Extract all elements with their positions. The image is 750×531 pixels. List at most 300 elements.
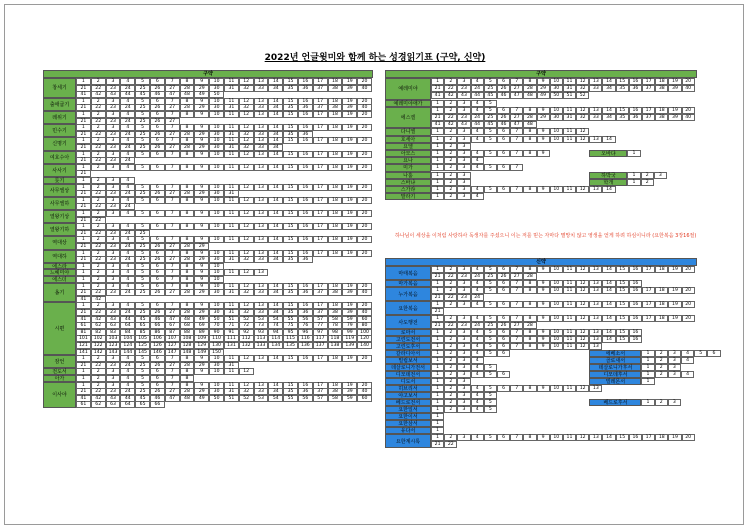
chapter-checkbox[interactable]: 15 [283, 137, 298, 144]
chapter-checkbox[interactable]: 5 [135, 164, 150, 171]
chapter-checkbox[interactable]: 5 [484, 186, 497, 193]
chapter-checkbox[interactable]: 61 [76, 401, 91, 408]
chapter-checkbox[interactable]: 18 [328, 223, 343, 230]
chapter-checkbox[interactable]: 52 [239, 316, 254, 323]
chapter-checkbox[interactable]: 6 [150, 355, 165, 362]
chapter-checkbox[interactable]: 17 [642, 301, 655, 308]
chapter-checkbox[interactable]: 7 [510, 186, 523, 193]
chapter-checkbox[interactable]: 5 [484, 406, 497, 413]
chapter-checkbox[interactable]: 1 [76, 111, 91, 118]
chapter-checkbox[interactable]: 19 [668, 434, 681, 441]
chapter-checkbox[interactable]: 70 [209, 322, 224, 329]
chapter-checkbox[interactable]: 3 [106, 184, 121, 191]
chapter-checkbox[interactable]: 19 [668, 266, 681, 273]
chapter-checkbox[interactable]: 137 [313, 342, 328, 349]
chapter-checkbox[interactable]: 47 [165, 395, 180, 402]
chapter-checkbox[interactable]: 2 [91, 375, 106, 382]
chapter-checkbox[interactable]: 1 [431, 143, 444, 150]
chapter-checkbox[interactable]: 27 [165, 118, 180, 125]
chapter-checkbox[interactable]: 26 [150, 85, 165, 92]
chapter-checkbox[interactable]: 29 [537, 85, 550, 92]
chapter-checkbox[interactable]: 35 [616, 85, 629, 92]
chapter-checkbox[interactable]: 1 [627, 150, 640, 157]
chapter-checkbox[interactable]: 25 [484, 273, 497, 280]
chapter-checkbox[interactable]: 2 [91, 223, 106, 230]
chapter-checkbox[interactable]: 4 [120, 164, 135, 171]
chapter-checkbox[interactable]: 1 [431, 179, 444, 186]
chapter-checkbox[interactable]: 12 [576, 136, 589, 143]
chapter-checkbox[interactable]: 21 [431, 114, 444, 121]
chapter-checkbox[interactable]: 3 [457, 193, 470, 200]
chapter-checkbox[interactable]: 45 [135, 91, 150, 98]
chapter-checkbox[interactable]: 11 [563, 128, 576, 135]
chapter-checkbox[interactable]: 45 [135, 316, 150, 323]
chapter-checkbox[interactable]: 12 [239, 250, 254, 257]
chapter-checkbox[interactable]: 41 [76, 316, 91, 323]
chapter-checkbox[interactable]: 3 [457, 315, 470, 322]
chapter-checkbox[interactable]: 146 [150, 349, 165, 356]
chapter-checkbox[interactable]: 3 [106, 98, 121, 105]
chapter-checkbox[interactable]: 14 [268, 98, 283, 105]
chapter-checkbox[interactable]: 42 [91, 395, 106, 402]
chapter-checkbox[interactable]: 44 [120, 316, 135, 323]
chapter-checkbox[interactable]: 3 [457, 150, 470, 157]
chapter-checkbox[interactable]: 36 [298, 309, 313, 316]
chapter-checkbox[interactable]: 12 [576, 329, 589, 336]
chapter-checkbox[interactable]: 4 [471, 78, 484, 85]
chapter-checkbox[interactable]: 15 [616, 336, 629, 343]
chapter-checkbox[interactable]: 14 [268, 184, 283, 191]
chapter-checkbox[interactable]: 48 [523, 121, 536, 128]
chapter-checkbox[interactable]: 12 [576, 78, 589, 85]
chapter-checkbox[interactable]: 43 [106, 316, 121, 323]
chapter-checkbox[interactable]: 7 [510, 329, 523, 336]
chapter-checkbox[interactable]: 17 [642, 266, 655, 273]
chapter-checkbox[interactable]: 32 [239, 388, 254, 395]
chapter-checkbox[interactable]: 1 [76, 302, 91, 309]
chapter-checkbox[interactable]: 2 [91, 269, 106, 276]
chapter-checkbox[interactable]: 24 [471, 322, 484, 329]
chapter-checkbox[interactable]: 4 [471, 136, 484, 143]
chapter-checkbox[interactable]: 11 [563, 78, 576, 85]
chapter-checkbox[interactable]: 19 [342, 223, 357, 230]
chapter-checkbox[interactable]: 28 [523, 114, 536, 121]
chapter-checkbox[interactable]: 2 [91, 111, 106, 118]
chapter-checkbox[interactable]: 2 [444, 287, 457, 294]
chapter-checkbox[interactable]: 9 [537, 315, 550, 322]
chapter-checkbox[interactable]: 25 [135, 362, 150, 369]
chapter-checkbox[interactable]: 42 [444, 92, 457, 99]
chapter-checkbox[interactable]: 7 [165, 137, 180, 144]
chapter-checkbox[interactable]: 25 [135, 256, 150, 263]
chapter-checkbox[interactable]: 68 [180, 322, 195, 329]
chapter-checkbox[interactable]: 49 [194, 316, 209, 323]
chapter-checkbox[interactable]: 5 [135, 283, 150, 290]
chapter-checkbox[interactable]: 23 [106, 289, 121, 296]
chapter-checkbox[interactable]: 2 [444, 172, 457, 179]
chapter-checkbox[interactable]: 15 [283, 124, 298, 131]
chapter-checkbox[interactable]: 36 [298, 85, 313, 92]
chapter-checkbox[interactable]: 11 [224, 197, 239, 204]
chapter-checkbox[interactable]: 13 [254, 382, 269, 389]
chapter-checkbox[interactable]: 16 [629, 336, 642, 343]
chapter-checkbox[interactable]: 30 [209, 144, 224, 151]
chapter-checkbox[interactable]: 30 [550, 114, 563, 121]
chapter-checkbox[interactable]: 2 [444, 434, 457, 441]
chapter-checkbox[interactable]: 76 [298, 322, 313, 329]
chapter-checkbox[interactable]: 20 [357, 382, 372, 389]
chapter-checkbox[interactable]: 50 [209, 395, 224, 402]
chapter-checkbox[interactable]: 6 [150, 151, 165, 158]
chapter-checkbox[interactable]: 17 [313, 355, 328, 362]
chapter-checkbox[interactable]: 7 [510, 266, 523, 273]
chapter-checkbox[interactable]: 104 [120, 335, 135, 342]
chapter-checkbox[interactable]: 7 [510, 343, 523, 350]
chapter-checkbox[interactable]: 10 [550, 186, 563, 193]
chapter-checkbox[interactable]: 24 [120, 243, 135, 250]
chapter-checkbox[interactable]: 5 [484, 392, 497, 399]
chapter-checkbox[interactable]: 17 [313, 302, 328, 309]
chapter-checkbox[interactable]: 6 [497, 385, 510, 392]
chapter-checkbox[interactable]: 45 [484, 92, 497, 99]
chapter-checkbox[interactable]: 126 [150, 342, 165, 349]
chapter-checkbox[interactable]: 11 [224, 164, 239, 171]
chapter-checkbox[interactable]: 22 [91, 144, 106, 151]
chapter-checkbox[interactable]: 10 [550, 266, 563, 273]
chapter-checkbox[interactable]: 7 [165, 283, 180, 290]
chapter-checkbox[interactable]: 7 [165, 98, 180, 105]
chapter-checkbox[interactable]: 3 [106, 111, 121, 118]
chapter-checkbox[interactable]: 1 [76, 98, 91, 105]
chapter-checkbox[interactable]: 1 [431, 136, 444, 143]
chapter-checkbox[interactable]: 18 [655, 107, 668, 114]
chapter-checkbox[interactable]: 5 [484, 301, 497, 308]
chapter-checkbox[interactable]: 13 [254, 223, 269, 230]
chapter-checkbox[interactable]: 37 [313, 309, 328, 316]
chapter-checkbox[interactable]: 23 [457, 85, 470, 92]
chapter-checkbox[interactable]: 7 [510, 315, 523, 322]
chapter-checkbox[interactable]: 9 [194, 111, 209, 118]
chapter-checkbox[interactable]: 4 [120, 184, 135, 191]
chapter-checkbox[interactable]: 34 [268, 144, 283, 151]
chapter-checkbox[interactable]: 39 [342, 104, 357, 111]
chapter-checkbox[interactable]: 32 [576, 85, 589, 92]
chapter-checkbox[interactable]: 1 [627, 179, 640, 186]
chapter-checkbox[interactable]: 13 [589, 136, 602, 143]
chapter-checkbox[interactable]: 25 [135, 243, 150, 250]
chapter-checkbox[interactable]: 10 [550, 78, 563, 85]
chapter-checkbox[interactable]: 28 [180, 289, 195, 296]
chapter-checkbox[interactable]: 101 [76, 335, 91, 342]
chapter-checkbox[interactable]: 6 [150, 368, 165, 375]
chapter-checkbox[interactable]: 36 [298, 256, 313, 263]
chapter-checkbox[interactable]: 5 [484, 343, 497, 350]
chapter-checkbox[interactable]: 17 [642, 107, 655, 114]
chapter-checkbox[interactable]: 20 [682, 315, 695, 322]
chapter-checkbox[interactable]: 20 [357, 78, 372, 85]
chapter-checkbox[interactable]: 13 [589, 434, 602, 441]
chapter-checkbox[interactable]: 6 [150, 269, 165, 276]
chapter-checkbox[interactable]: 18 [655, 434, 668, 441]
chapter-checkbox[interactable]: 7 [165, 223, 180, 230]
chapter-checkbox[interactable]: 8 [180, 151, 195, 158]
chapter-checkbox[interactable]: 23 [106, 203, 121, 210]
chapter-checkbox[interactable]: 6 [150, 250, 165, 257]
chapter-checkbox[interactable]: 16 [629, 266, 642, 273]
chapter-checkbox[interactable]: 7 [510, 136, 523, 143]
chapter-checkbox[interactable]: 4 [120, 197, 135, 204]
chapter-checkbox[interactable]: 43 [106, 395, 121, 402]
chapter-checkbox[interactable]: 5 [135, 210, 150, 217]
chapter-checkbox[interactable]: 1 [76, 137, 91, 144]
chapter-checkbox[interactable]: 22 [91, 362, 106, 369]
chapter-checkbox[interactable]: 4 [471, 107, 484, 114]
chapter-checkbox[interactable]: 6 [707, 350, 720, 357]
chapter-checkbox[interactable]: 9 [194, 250, 209, 257]
chapter-checkbox[interactable]: 91 [224, 329, 239, 336]
chapter-checkbox[interactable]: 29 [194, 144, 209, 151]
chapter-checkbox[interactable]: 9 [194, 197, 209, 204]
chapter-checkbox[interactable]: 7 [165, 250, 180, 257]
chapter-checkbox[interactable]: 58 [328, 316, 343, 323]
chapter-checkbox[interactable]: 115 [283, 335, 298, 342]
chapter-checkbox[interactable]: 3 [457, 301, 470, 308]
chapter-checkbox[interactable]: 129 [194, 342, 209, 349]
chapter-checkbox[interactable]: 25 [135, 104, 150, 111]
chapter-checkbox[interactable]: 26 [497, 322, 510, 329]
chapter-checkbox[interactable]: 3 [457, 186, 470, 193]
chapter-checkbox[interactable]: 24 [120, 388, 135, 395]
chapter-checkbox[interactable]: 2 [91, 197, 106, 204]
chapter-checkbox[interactable]: 8 [523, 329, 536, 336]
chapter-checkbox[interactable]: 27 [510, 273, 523, 280]
chapter-checkbox[interactable]: 124 [120, 342, 135, 349]
chapter-checkbox[interactable]: 25 [135, 309, 150, 316]
chapter-checkbox[interactable]: 4 [471, 301, 484, 308]
chapter-checkbox[interactable]: 10 [209, 263, 224, 270]
chapter-checkbox[interactable]: 1 [76, 184, 91, 191]
chapter-checkbox[interactable]: 2 [91, 78, 106, 85]
chapter-checkbox[interactable]: 11 [224, 98, 239, 105]
chapter-checkbox[interactable]: 9 [537, 136, 550, 143]
chapter-checkbox[interactable]: 42 [444, 121, 457, 128]
chapter-checkbox[interactable]: 13 [589, 301, 602, 308]
chapter-checkbox[interactable]: 22 [91, 243, 106, 250]
chapter-checkbox[interactable]: 4 [471, 287, 484, 294]
chapter-checkbox[interactable]: 122 [91, 342, 106, 349]
chapter-checkbox[interactable]: 14 [602, 434, 615, 441]
chapter-checkbox[interactable]: 6 [497, 136, 510, 143]
chapter-checkbox[interactable]: 26 [150, 289, 165, 296]
chapter-checkbox[interactable]: 9 [194, 283, 209, 290]
chapter-checkbox[interactable]: 23 [106, 309, 121, 316]
chapter-checkbox[interactable]: 8 [523, 385, 536, 392]
chapter-checkbox[interactable]: 26 [150, 309, 165, 316]
chapter-checkbox[interactable]: 15 [616, 280, 629, 287]
chapter-checkbox[interactable]: 12 [239, 283, 254, 290]
chapter-checkbox[interactable]: 16 [298, 382, 313, 389]
chapter-checkbox[interactable]: 3 [457, 172, 470, 179]
chapter-checkbox[interactable]: 7 [165, 269, 180, 276]
chapter-checkbox[interactable]: 6 [150, 98, 165, 105]
chapter-checkbox[interactable]: 3 [457, 136, 470, 143]
chapter-checkbox[interactable]: 7 [510, 128, 523, 135]
chapter-checkbox[interactable]: 9 [537, 336, 550, 343]
chapter-checkbox[interactable]: 4 [120, 382, 135, 389]
chapter-checkbox[interactable]: 26 [497, 85, 510, 92]
chapter-checkbox[interactable]: 26 [150, 243, 165, 250]
chapter-checkbox[interactable]: 8 [523, 301, 536, 308]
chapter-checkbox[interactable]: 36 [629, 85, 642, 92]
chapter-checkbox[interactable]: 5 [135, 184, 150, 191]
chapter-checkbox[interactable]: 143 [106, 349, 121, 356]
chapter-checkbox[interactable]: 1 [431, 350, 444, 357]
chapter-checkbox[interactable]: 4 [120, 302, 135, 309]
chapter-checkbox[interactable]: 23 [106, 85, 121, 92]
chapter-checkbox[interactable]: 147 [165, 349, 180, 356]
chapter-checkbox[interactable]: 2 [444, 150, 457, 157]
chapter-checkbox[interactable]: 14 [268, 78, 283, 85]
chapter-checkbox[interactable]: 46 [497, 121, 510, 128]
chapter-checkbox[interactable]: 5 [484, 329, 497, 336]
chapter-checkbox[interactable]: 20 [682, 287, 695, 294]
chapter-checkbox[interactable]: 10 [550, 301, 563, 308]
chapter-checkbox[interactable]: 28 [523, 322, 536, 329]
chapter-checkbox[interactable]: 47 [165, 91, 180, 98]
chapter-checkbox[interactable]: 10 [209, 111, 224, 118]
chapter-checkbox[interactable]: 38 [328, 309, 343, 316]
chapter-checkbox[interactable]: 10 [550, 336, 563, 343]
chapter-checkbox[interactable]: 2 [444, 179, 457, 186]
chapter-checkbox[interactable]: 7 [165, 368, 180, 375]
chapter-checkbox[interactable]: 3 [106, 375, 121, 382]
chapter-checkbox[interactable]: 33 [254, 104, 269, 111]
chapter-checkbox[interactable]: 75 [283, 322, 298, 329]
chapter-checkbox[interactable]: 17 [313, 197, 328, 204]
chapter-checkbox[interactable]: 28 [523, 85, 536, 92]
chapter-checkbox[interactable]: 20 [357, 236, 372, 243]
chapter-checkbox[interactable]: 3 [457, 329, 470, 336]
chapter-checkbox[interactable]: 20 [357, 137, 372, 144]
chapter-checkbox[interactable]: 1 [431, 392, 444, 399]
chapter-checkbox[interactable]: 24 [471, 273, 484, 280]
chapter-checkbox[interactable]: 7 [165, 151, 180, 158]
chapter-checkbox[interactable]: 35 [283, 388, 298, 395]
chapter-checkbox[interactable]: 18 [328, 78, 343, 85]
chapter-checkbox[interactable]: 6 [497, 78, 510, 85]
chapter-checkbox[interactable]: 10 [550, 128, 563, 135]
chapter-checkbox[interactable]: 1 [431, 107, 444, 114]
chapter-checkbox[interactable]: 1 [431, 434, 444, 441]
chapter-checkbox[interactable]: 31 [224, 131, 239, 138]
chapter-checkbox[interactable]: 17 [313, 283, 328, 290]
chapter-checkbox[interactable]: 27 [165, 144, 180, 151]
chapter-checkbox[interactable]: 1 [641, 364, 654, 371]
chapter-checkbox[interactable]: 12 [576, 343, 589, 350]
chapter-checkbox[interactable]: 40 [357, 388, 372, 395]
chapter-checkbox[interactable]: 22 [444, 322, 457, 329]
chapter-checkbox[interactable]: 4 [471, 357, 484, 364]
chapter-checkbox[interactable]: 8 [180, 250, 195, 257]
chapter-checkbox[interactable]: 3 [457, 434, 470, 441]
chapter-checkbox[interactable]: 15 [283, 302, 298, 309]
chapter-checkbox[interactable]: 29 [194, 85, 209, 92]
chapter-checkbox[interactable]: 8 [180, 375, 195, 382]
chapter-checkbox[interactable]: 27 [165, 243, 180, 250]
chapter-checkbox[interactable]: 118 [328, 335, 343, 342]
chapter-checkbox[interactable]: 109 [194, 335, 209, 342]
chapter-checkbox[interactable]: 6 [497, 280, 510, 287]
chapter-checkbox[interactable]: 10 [209, 236, 224, 243]
chapter-checkbox[interactable]: 16 [298, 250, 313, 257]
chapter-checkbox[interactable]: 2 [655, 364, 668, 371]
chapter-checkbox[interactable]: 39 [342, 85, 357, 92]
chapter-checkbox[interactable]: 5 [484, 434, 497, 441]
chapter-checkbox[interactable]: 27 [165, 131, 180, 138]
chapter-checkbox[interactable]: 62 [91, 322, 106, 329]
chapter-checkbox[interactable]: 9 [194, 124, 209, 131]
chapter-checkbox[interactable]: 11 [224, 137, 239, 144]
chapter-checkbox[interactable]: 33 [589, 85, 602, 92]
chapter-checkbox[interactable]: 14 [268, 210, 283, 217]
chapter-checkbox[interactable]: 36 [298, 104, 313, 111]
chapter-checkbox[interactable]: 2 [444, 100, 457, 107]
chapter-checkbox[interactable]: 2 [444, 315, 457, 322]
chapter-checkbox[interactable]: 9 [194, 276, 209, 283]
chapter-checkbox[interactable]: 1 [431, 172, 444, 179]
chapter-checkbox[interactable]: 27 [165, 289, 180, 296]
chapter-checkbox[interactable]: 8 [180, 98, 195, 105]
chapter-checkbox[interactable]: 121 [76, 342, 91, 349]
chapter-checkbox[interactable]: 18 [655, 315, 668, 322]
chapter-checkbox[interactable]: 7 [165, 184, 180, 191]
chapter-checkbox[interactable]: 15 [616, 301, 629, 308]
chapter-checkbox[interactable]: 107 [165, 335, 180, 342]
chapter-checkbox[interactable]: 1 [76, 197, 91, 204]
chapter-checkbox[interactable]: 4 [471, 336, 484, 343]
chapter-checkbox[interactable]: 4 [120, 137, 135, 144]
chapter-checkbox[interactable]: 6 [150, 137, 165, 144]
chapter-checkbox[interactable]: 8 [180, 210, 195, 217]
chapter-checkbox[interactable]: 4 [120, 276, 135, 283]
chapter-checkbox[interactable]: 15 [283, 78, 298, 85]
chapter-checkbox[interactable]: 3 [457, 364, 470, 371]
chapter-checkbox[interactable]: 5 [135, 302, 150, 309]
chapter-checkbox[interactable]: 6 [150, 111, 165, 118]
chapter-checkbox[interactable]: 13 [254, 210, 269, 217]
chapter-checkbox[interactable]: 23 [457, 114, 470, 121]
chapter-checkbox[interactable]: 38 [328, 104, 343, 111]
chapter-checkbox[interactable]: 14 [268, 151, 283, 158]
chapter-checkbox[interactable]: 26 [150, 190, 165, 197]
chapter-checkbox[interactable]: 65 [135, 322, 150, 329]
chapter-checkbox[interactable]: 19 [342, 111, 357, 118]
chapter-checkbox[interactable]: 29 [194, 362, 209, 369]
chapter-checkbox[interactable]: 90 [209, 329, 224, 336]
chapter-checkbox[interactable]: 47 [510, 121, 523, 128]
chapter-checkbox[interactable]: 48 [180, 395, 195, 402]
chapter-checkbox[interactable]: 26 [497, 114, 510, 121]
chapter-checkbox[interactable]: 25 [135, 388, 150, 395]
chapter-checkbox[interactable]: 11 [563, 315, 576, 322]
chapter-checkbox[interactable]: 128 [180, 342, 195, 349]
chapter-checkbox[interactable]: 4 [120, 263, 135, 270]
chapter-checkbox[interactable]: 14 [602, 301, 615, 308]
chapter-checkbox[interactable]: 8 [523, 128, 536, 135]
chapter-checkbox[interactable]: 34 [602, 85, 615, 92]
chapter-checkbox[interactable]: 5 [484, 150, 497, 157]
chapter-checkbox[interactable]: 4 [471, 371, 484, 378]
